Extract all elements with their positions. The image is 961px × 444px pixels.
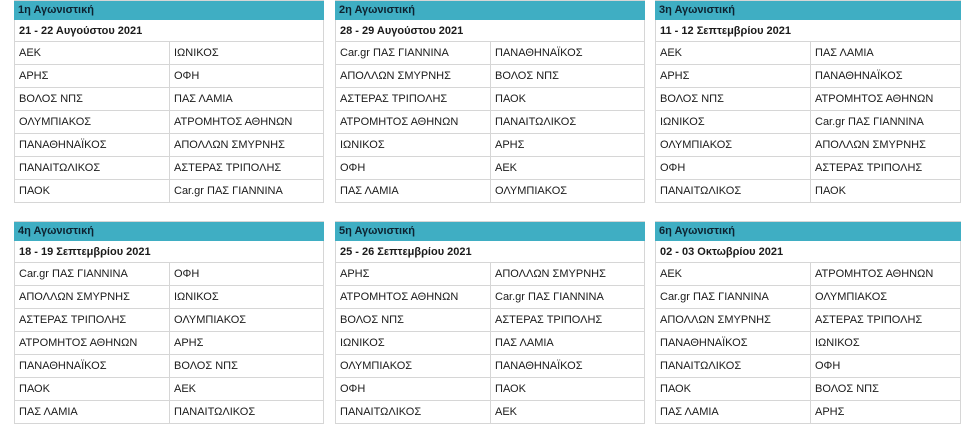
home-team: ΙΩΝΙΚΟΣ bbox=[656, 111, 811, 133]
match-row bbox=[14, 111, 324, 134]
match-row bbox=[335, 180, 645, 203]
away-team: ΠΑΝΑΘΗΝΑΪΚΟΣ bbox=[491, 355, 645, 377]
round-date: 28 - 29 Αυγούστου 2021 bbox=[335, 20, 645, 42]
match-row bbox=[655, 355, 961, 378]
away-team: ΠΑΟΚ bbox=[811, 180, 961, 202]
away-team: Car.gr ΠΑΣ ΓΙΑΝΝΙΝΑ bbox=[811, 111, 961, 133]
match-row bbox=[335, 88, 645, 111]
home-team: ΠΑΝΑΘΗΝΑΪΚΟΣ bbox=[15, 355, 170, 377]
away-team: ΙΩΝΙΚΟΣ bbox=[170, 42, 324, 64]
away-team: ΠΑΝΑΘΗΝΑΪΚΟΣ bbox=[491, 42, 645, 64]
home-team: Car.gr ΠΑΣ ΓΙΑΝΝΙΝΑ bbox=[15, 263, 170, 285]
round-6 bbox=[655, 221, 961, 424]
home-team: ΑΤΡΟΜΗΤΟΣ ΑΘΗΝΩΝ bbox=[15, 332, 170, 354]
away-team: ΑΡΗΣ bbox=[170, 332, 324, 354]
away-team: ΑΤΡΟΜΗΤΟΣ ΑΘΗΝΩΝ bbox=[170, 111, 324, 133]
away-team: ΟΦΗ bbox=[170, 263, 324, 285]
away-team: ΠΑΣ ΛΑΜΙΑ bbox=[170, 88, 324, 110]
away-team: ΠΑΟΚ bbox=[491, 378, 645, 400]
match-row bbox=[14, 65, 324, 88]
away-team: ΑΡΗΣ bbox=[811, 401, 961, 423]
away-team: ΑΠΟΛΛΩΝ ΣΜΥΡΝΗΣ bbox=[811, 134, 961, 156]
round-date: 21 - 22 Αυγούστου 2021 bbox=[14, 20, 324, 42]
match-row bbox=[335, 65, 645, 88]
home-team: ΠΑΟΚ bbox=[15, 378, 170, 400]
match-row bbox=[14, 88, 324, 111]
away-team: ΒΟΛΟΣ ΝΠΣ bbox=[491, 65, 645, 87]
home-team: ΟΛΥΜΠΙΑΚΟΣ bbox=[656, 134, 811, 156]
round-title: 3η Αγωνιστική bbox=[655, 1, 961, 20]
home-team: ΠΑΝΑΙΤΩΛΙΚΟΣ bbox=[656, 355, 811, 377]
home-team: ΠΑΝΑΘΗΝΑΪΚΟΣ bbox=[656, 332, 811, 354]
away-team: ΟΛΥΜΠΙΑΚΟΣ bbox=[811, 286, 961, 308]
round-4 bbox=[14, 221, 324, 424]
match-row bbox=[335, 134, 645, 157]
away-team: ΠΑΣ ΛΑΜΙΑ bbox=[491, 332, 645, 354]
round-title: 1η Αγωνιστική bbox=[14, 1, 324, 20]
away-team: ΑΠΟΛΛΩΝ ΣΜΥΡΝΗΣ bbox=[491, 263, 645, 285]
home-team: ΟΛΥΜΠΙΑΚΟΣ bbox=[15, 111, 170, 133]
away-team: ΑΣΤΕΡΑΣ ΤΡΙΠΟΛΗΣ bbox=[811, 157, 961, 179]
match-row bbox=[655, 332, 961, 355]
home-team: ΠΑΟΚ bbox=[15, 180, 170, 202]
away-team: ΠΑΝΑΙΤΩΛΙΚΟΣ bbox=[491, 111, 645, 133]
home-team: ΑΕΚ bbox=[656, 263, 811, 285]
match-row bbox=[14, 157, 324, 180]
home-team: ΟΦΗ bbox=[336, 378, 491, 400]
away-team: ΑΕΚ bbox=[491, 157, 645, 179]
match-row bbox=[655, 263, 961, 286]
match-row bbox=[335, 378, 645, 401]
away-team: ΠΑΝΑΘΗΝΑΪΚΟΣ bbox=[811, 65, 961, 87]
match-row bbox=[655, 111, 961, 134]
home-team: ΑΤΡΟΜΗΤΟΣ ΑΘΗΝΩΝ bbox=[336, 286, 491, 308]
match-row bbox=[655, 65, 961, 88]
round-date: 02 - 03 Οκτωβρίου 2021 bbox=[655, 241, 961, 263]
home-team: ΒΟΛΟΣ ΝΠΣ bbox=[336, 309, 491, 331]
match-row bbox=[655, 286, 961, 309]
away-team: Car.gr ΠΑΣ ΓΙΑΝΝΙΝΑ bbox=[170, 180, 324, 202]
away-team: ΙΩΝΙΚΟΣ bbox=[170, 286, 324, 308]
home-team: ΠΑΝΑΙΤΩΛΙΚΟΣ bbox=[656, 180, 811, 202]
home-team: ΒΟΛΟΣ ΝΠΣ bbox=[15, 88, 170, 110]
away-team: ΙΩΝΙΚΟΣ bbox=[811, 332, 961, 354]
away-team: ΟΦΗ bbox=[170, 65, 324, 87]
match-row bbox=[335, 157, 645, 180]
match-row bbox=[14, 401, 324, 424]
away-team: ΑΣΤΕΡΑΣ ΤΡΙΠΟΛΗΣ bbox=[491, 309, 645, 331]
home-team: ΑΡΗΣ bbox=[656, 65, 811, 87]
home-team: ΠΑΣ ΛΑΜΙΑ bbox=[336, 180, 491, 202]
match-row bbox=[14, 332, 324, 355]
home-team: ΑΕΚ bbox=[15, 42, 170, 64]
away-team: ΟΛΥΜΠΙΑΚΟΣ bbox=[491, 180, 645, 202]
home-team: ΠΑΟΚ bbox=[656, 378, 811, 400]
round-title: 4η Αγωνιστική bbox=[14, 222, 324, 241]
round-date: 18 - 19 Σεπτεμβρίου 2021 bbox=[14, 241, 324, 263]
match-row bbox=[335, 42, 645, 65]
home-team: ΑΡΗΣ bbox=[336, 263, 491, 285]
round-date: 11 - 12 Σεπτεμβρίου 2021 bbox=[655, 20, 961, 42]
match-row bbox=[14, 134, 324, 157]
home-team: ΑΤΡΟΜΗΤΟΣ ΑΘΗΝΩΝ bbox=[336, 111, 491, 133]
match-row bbox=[655, 309, 961, 332]
match-row bbox=[14, 286, 324, 309]
round-title: 2η Αγωνιστική bbox=[335, 1, 645, 20]
match-row bbox=[14, 42, 324, 65]
match-row bbox=[655, 42, 961, 65]
match-row bbox=[655, 88, 961, 111]
home-team: ΟΦΗ bbox=[336, 157, 491, 179]
home-team: ΠΑΝΑΙΤΩΛΙΚΟΣ bbox=[336, 401, 491, 423]
home-team: ΑΕΚ bbox=[656, 42, 811, 64]
home-team: ΟΛΥΜΠΙΑΚΟΣ bbox=[336, 355, 491, 377]
away-team: ΠΑΝΑΙΤΩΛΙΚΟΣ bbox=[170, 401, 324, 423]
home-team: ΑΠΟΛΛΩΝ ΣΜΥΡΝΗΣ bbox=[15, 286, 170, 308]
home-team: ΑΠΟΛΛΩΝ ΣΜΥΡΝΗΣ bbox=[336, 65, 491, 87]
away-team: ΑΣΤΕΡΑΣ ΤΡΙΠΟΛΗΣ bbox=[811, 309, 961, 331]
round-date: 25 - 26 Σεπτεμβρίου 2021 bbox=[335, 241, 645, 263]
home-team: ΑΡΗΣ bbox=[15, 65, 170, 87]
match-row bbox=[655, 378, 961, 401]
away-team: ΑΕΚ bbox=[170, 378, 324, 400]
match-row bbox=[14, 378, 324, 401]
home-team: ΑΣΤΕΡΑΣ ΤΡΙΠΟΛΗΣ bbox=[15, 309, 170, 331]
away-team: Car.gr ΠΑΣ ΓΙΑΝΝΙΝΑ bbox=[491, 286, 645, 308]
away-team: ΑΣΤΕΡΑΣ ΤΡΙΠΟΛΗΣ bbox=[170, 157, 324, 179]
match-row bbox=[335, 355, 645, 378]
round-title: 5η Αγωνιστική bbox=[335, 222, 645, 241]
match-row bbox=[14, 309, 324, 332]
home-team: ΙΩΝΙΚΟΣ bbox=[336, 134, 491, 156]
home-team: ΒΟΛΟΣ ΝΠΣ bbox=[656, 88, 811, 110]
away-team: ΑΠΟΛΛΩΝ ΣΜΥΡΝΗΣ bbox=[170, 134, 324, 156]
home-team: ΠΑΝΑΙΤΩΛΙΚΟΣ bbox=[15, 157, 170, 179]
match-row bbox=[14, 263, 324, 286]
away-team: ΑΤΡΟΜΗΤΟΣ ΑΘΗΝΩΝ bbox=[811, 88, 961, 110]
home-team: Car.gr ΠΑΣ ΓΙΑΝΝΙΝΑ bbox=[656, 286, 811, 308]
match-row bbox=[335, 309, 645, 332]
home-team: ΠΑΝΑΘΗΝΑΪΚΟΣ bbox=[15, 134, 170, 156]
home-team: ΑΠΟΛΛΩΝ ΣΜΥΡΝΗΣ bbox=[656, 309, 811, 331]
away-team: ΒΟΛΟΣ ΝΠΣ bbox=[811, 378, 961, 400]
home-team: ΠΑΣ ΛΑΜΙΑ bbox=[656, 401, 811, 423]
home-team: ΟΦΗ bbox=[656, 157, 811, 179]
match-row bbox=[335, 401, 645, 424]
match-row bbox=[655, 157, 961, 180]
away-team: ΑΕΚ bbox=[491, 401, 645, 423]
round-5 bbox=[335, 221, 645, 424]
away-team: ΟΦΗ bbox=[811, 355, 961, 377]
match-row bbox=[14, 355, 324, 378]
away-team: ΠΑΟΚ bbox=[491, 88, 645, 110]
match-row bbox=[335, 111, 645, 134]
match-row bbox=[335, 332, 645, 355]
away-team: ΑΡΗΣ bbox=[491, 134, 645, 156]
away-team: ΟΛΥΜΠΙΑΚΟΣ bbox=[170, 309, 324, 331]
away-team: ΒΟΛΟΣ ΝΠΣ bbox=[170, 355, 324, 377]
round-title: 6η Αγωνιστική bbox=[655, 222, 961, 241]
away-team: ΠΑΣ ΛΑΜΙΑ bbox=[811, 42, 961, 64]
match-row bbox=[655, 180, 961, 203]
home-team: Car.gr ΠΑΣ ΓΙΑΝΝΙΝΑ bbox=[336, 42, 491, 64]
round-3 bbox=[655, 0, 961, 203]
match-row bbox=[655, 401, 961, 424]
home-team: ΠΑΣ ΛΑΜΙΑ bbox=[15, 401, 170, 423]
home-team: ΑΣΤΕΡΑΣ ΤΡΙΠΟΛΗΣ bbox=[336, 88, 491, 110]
match-row bbox=[335, 263, 645, 286]
round-2 bbox=[335, 0, 645, 203]
round-1 bbox=[14, 0, 324, 203]
home-team: ΙΩΝΙΚΟΣ bbox=[336, 332, 491, 354]
match-row bbox=[655, 134, 961, 157]
away-team: ΑΤΡΟΜΗΤΟΣ ΑΘΗΝΩΝ bbox=[811, 263, 961, 285]
match-row bbox=[14, 180, 324, 203]
match-row bbox=[335, 286, 645, 309]
